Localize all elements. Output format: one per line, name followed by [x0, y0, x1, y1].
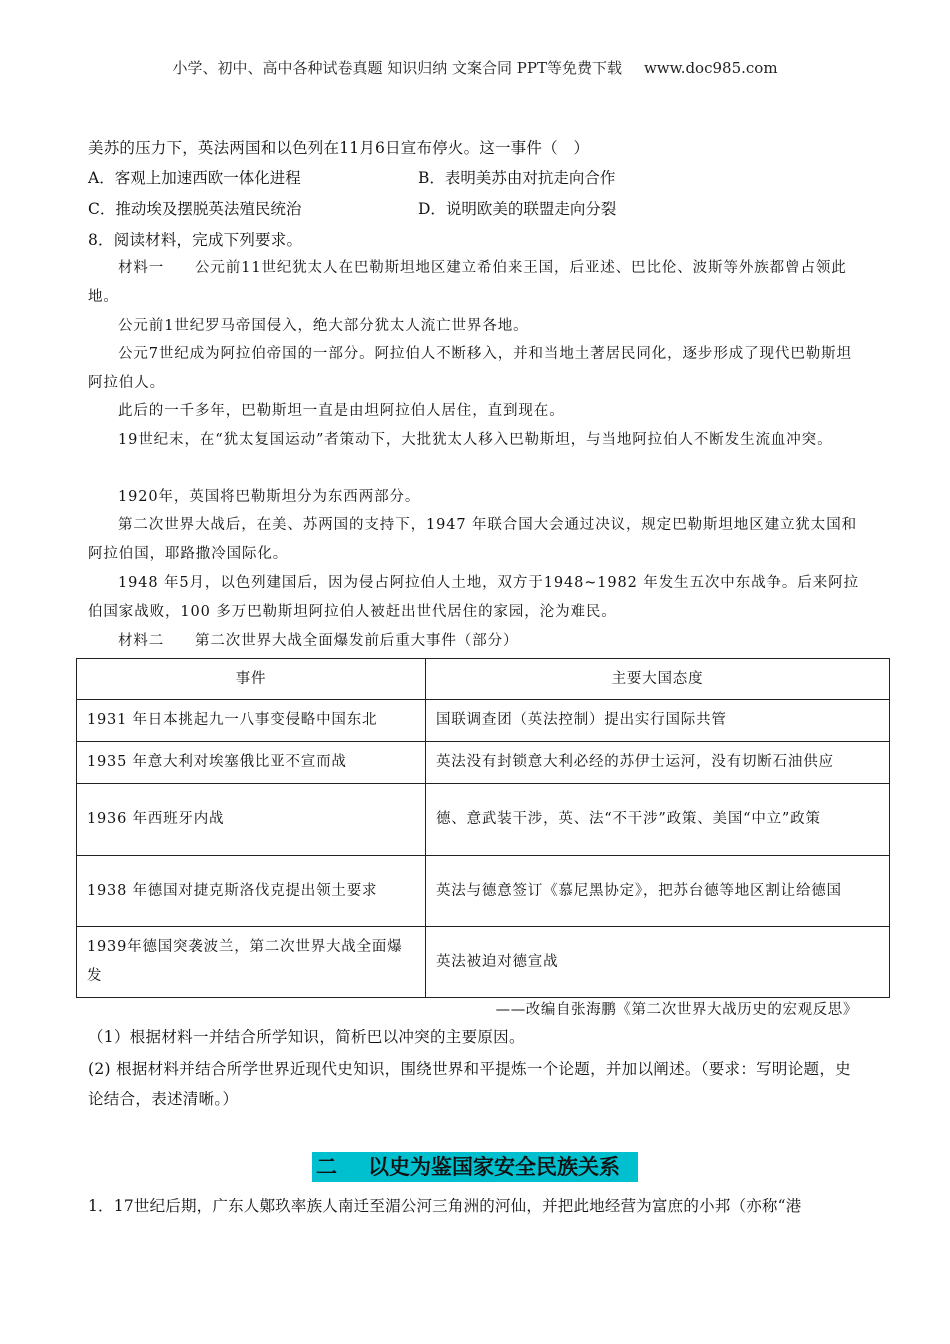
q7-option-c: C．推动埃及摆脱英法殖民统治 — [88, 200, 302, 218]
q1-text: 1．17世纪后期，广东人鄚玖率族人南迁至湄公河三角洲的河仙，并把此地经营为富庶的小邦（亦称“港 — [88, 1197, 802, 1215]
table-cell-attitude: 英法与德意签订《慕尼黑协定》，把苏台德等地区割让给德国 — [426, 856, 890, 927]
material1-para-2: 公元前1世纪罗马帝国侵入，绝大部分犹太人流亡世界各地。 — [118, 318, 529, 334]
material1-para-5: 19世纪末，在“犹太复国运动”者策动下，大批犹太人移入巴勒斯坦，与当地阿拉伯人不断发生流血冲突。 — [118, 432, 833, 448]
table-cell-event: 1938 年德国对捷克斯洛伐克提出领土要求 — [77, 856, 426, 927]
table-row — [77, 927, 890, 998]
material1-para-1: 材料一 公元前11世纪犹太人在巴勒斯坦地区建立希伯来王国，后亚述、巴比伦、波斯等外族都曾占领此地。 — [88, 260, 847, 305]
section-number: 二 — [316, 1155, 337, 1179]
q8-subquestion-2: (2) 根据材料并结合所学世界近现代史知识，围绕世界和平提炼一个论题，并加以阐述。（要求：写明论题，史论结合，表述清晰。） — [88, 1060, 851, 1108]
material2-title: 材料二 第二次世界大战全面爆发前后重大事件（部分） — [118, 633, 519, 649]
material1-para-3: 公元7世纪成为阿拉伯帝国的一部分。阿拉伯人不断移入，并和当地土著居民同化，逐步形成了现代巴勒斯坦阿拉伯人。 — [88, 346, 852, 391]
header-url[interactable]: www.doc985.com — [643, 59, 778, 77]
table-cell-attitude: 德、意武装干涉，英、法“不干涉”政策、美国“中立”政策 — [426, 784, 890, 856]
section-title: 以史为鉴国家安全民族关系 — [368, 1155, 620, 1179]
table-row — [77, 742, 890, 784]
table-header-row — [77, 659, 890, 700]
q7-option-d: D．说明欧美的联盟走向分裂 — [418, 200, 617, 218]
q7-stem-tail: 美苏的压力下，英法两国和以色列在11月6日宣布停火。这一事件（ ） — [88, 139, 590, 157]
table-header-attitude: 主要大国态度 — [426, 659, 890, 700]
table-source-citation: ——改编自张海鹏《第二次世界大战历史的宏观反思》 — [495, 1002, 858, 1018]
table-cell-event: 1936 年西班牙内战 — [77, 784, 426, 856]
section-heading — [312, 1152, 638, 1182]
page-header — [0, 57, 950, 78]
table-cell-event: 1931 年日本挑起九一八事变侵略中国东北 — [77, 700, 426, 742]
table-row — [77, 784, 890, 856]
table-cell-attitude: 英法没有封锁意大利必经的苏伊士运河，没有切断石油供应 — [426, 742, 890, 784]
material1-para-6: 1920年，英国将巴勒斯坦分为东西两部分。 — [118, 489, 421, 505]
q7-option-a: A．客观上加速西欧一体化进程 — [88, 169, 301, 187]
material1-para-8: 1948 年5月，以色列建国后，因为侵占阿拉伯人土地，双方于1948~1982 年发生五次中东战争。后来阿拉伯国家战败，100 多万巴勒斯坦阿拉伯人被赶出世代居住的家园，沦为难民。 — [88, 575, 859, 620]
table-row — [77, 856, 890, 927]
q8-stem: 8．阅读材料，完成下列要求。 — [88, 231, 303, 249]
q8-subquestion-1: （1）根据材料一并结合所学知识，简析巴以冲突的主要原因。 — [88, 1028, 525, 1046]
header-text: 小学、初中、高中各种试卷真题 知识归纳 文案合同 PPT等免费下载 — [172, 59, 622, 77]
q7-option-b: B．表明美苏由对抗走向合作 — [418, 169, 616, 187]
events-table — [76, 658, 890, 998]
table-cell-attitude: 英法被迫对德宣战 — [426, 927, 890, 998]
table-row — [77, 700, 890, 742]
material1-para-4: 此后的一千多年，巴勒斯坦一直是由坦阿拉伯人居住，直到现在。 — [118, 403, 565, 419]
material1-para-7: 第二次世界大战后，在美、苏两国的支持下，1947 年联合国大会通过决议，规定巴勒斯坦地区建立犹太国和阿拉伯国，耶路撒冷国际化。 — [88, 517, 858, 562]
table-header-event: 事件 — [77, 659, 426, 700]
table-cell-attitude: 国联调查团（英法控制）提出实行国际共管 — [426, 700, 890, 742]
table-cell-event: 1939年德国突袭波兰，第二次世界大战全面爆发 — [77, 927, 426, 998]
table-cell-event: 1935 年意大利对埃塞俄比亚不宣而战 — [77, 742, 426, 784]
